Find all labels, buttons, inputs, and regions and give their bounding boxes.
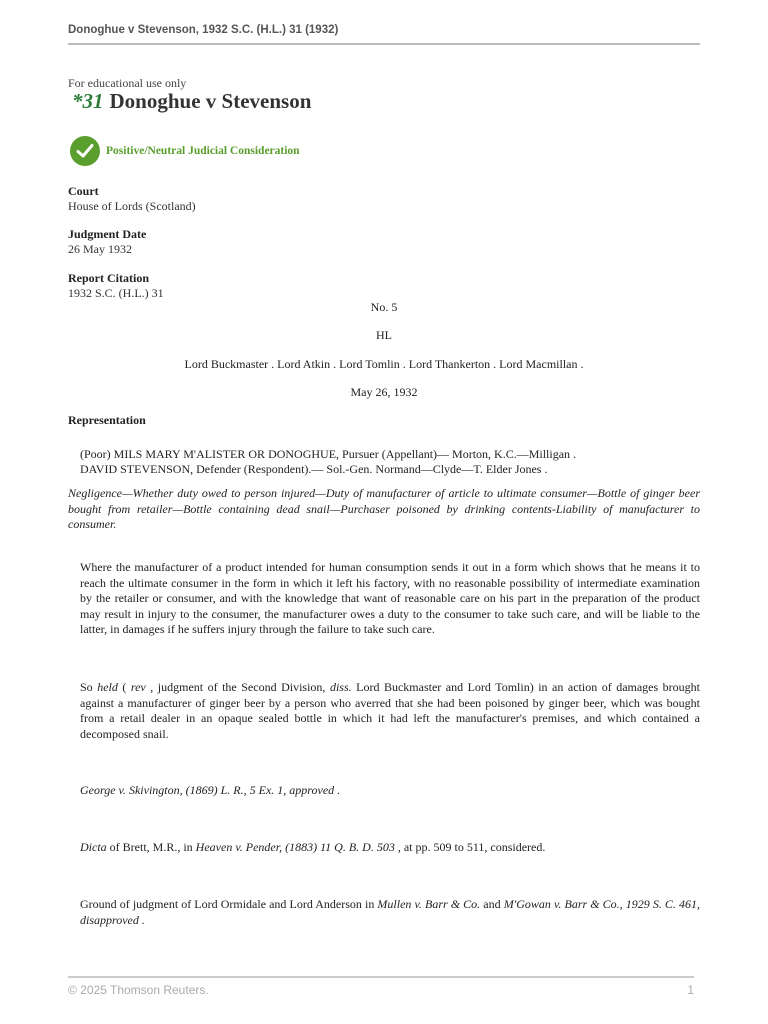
badge-label: Positive/Neutral Judicial Consideration (106, 145, 300, 157)
judicial-consideration-badge[interactable] (70, 136, 300, 166)
page-number: 1 (687, 983, 694, 997)
page-marker: *31 (72, 89, 104, 113)
text-run: and (480, 897, 504, 911)
headnote-held (80, 680, 700, 742)
meta-key: Judgment Date (68, 227, 147, 241)
meta-judgment-date (68, 227, 146, 257)
meta-value: 26 May 1932 (68, 242, 132, 256)
case-name: Donoghue v Stevenson (109, 89, 312, 113)
text-run: diss. (329, 680, 352, 694)
decision-date: May 26, 1932 (350, 385, 418, 399)
text-run: of Brett, M.R., in (106, 840, 196, 854)
educational-notice: For educational use only (68, 76, 187, 90)
text-run: Dicta (80, 840, 107, 854)
court-abbreviation: HL (376, 328, 392, 342)
check-circle-icon (70, 136, 100, 166)
representation-line: DAVID STEVENSON, Defender (Respondent).— Sol.-Gen. Normand—Clyde—T. Elder Jones . (80, 462, 548, 476)
case-reference-dicta (80, 840, 700, 856)
text-run: Ground of judgment of Lord Ormidale and Lord Anderson in (80, 897, 378, 911)
text-run: ( (117, 680, 131, 694)
case-title (72, 89, 311, 114)
running-header: Donoghue v Stevenson, 1932 S.C. (H.L.) 31 (1932) (68, 24, 700, 45)
text-run: Mullen v. Barr & Co. (377, 897, 481, 911)
case-number: No. 5 (370, 300, 398, 314)
text-run: M'Gowan v. Barr & Co., 1929 S. C. 461, disapproved . (80, 897, 701, 927)
text-run: held (97, 680, 118, 694)
text-run: So (80, 680, 98, 694)
meta-court (68, 184, 196, 214)
representation-line: (Poor) MILS MARY M'ALISTER OR DONOGHUE, Pursuer (Appellant)— Morton, K.C.—Milligan . (80, 447, 577, 461)
meta-key: Court (68, 184, 99, 198)
representation-heading: Representation (68, 413, 146, 427)
text-run: Lord Buckmaster and Lord Tomlin) in an action of damages brought against a manufacturer of ginger beer by a person who averred that she had been poisoned by ginger beer, which was bought from a retail dealer in an opaque sealed bottle in which it had left the manufacturer's premises, and which contained a decomposed snail. (80, 680, 701, 741)
rubric: Negligence—Whether duty owed to person injured—Duty of manufacturer of article to ultimate consumer—Bottle of ginger beer bought from retailer—Bottle containing dead snail—Purchaser poisoned by drinking contents-Liability of manufacturer to consumer. (68, 486, 700, 531)
text-run: Heaven v. Pender, (1883) 11 Q. B. D. 503 (195, 840, 395, 854)
judges-list: Lord Buckmaster . Lord Atkin . Lord Tomlin . Lord Thankerton . Lord Macmillan . (184, 357, 584, 371)
meta-report-citation (68, 271, 164, 301)
meta-key: Report Citation (68, 271, 149, 285)
case-reference-george: George v. Skivington, (1869) L. R., 5 Ex. 1, approved . (80, 783, 341, 797)
meta-value: House of Lords (Scotland) (68, 199, 196, 213)
page-footer (68, 976, 694, 997)
copyright: © 2025 Thomson Reuters. (68, 983, 209, 997)
text-run: rev (130, 680, 146, 694)
case-reference-ground (80, 897, 700, 928)
text-run: , at pp. 509 to 511, considered. (394, 840, 546, 854)
text-run: , judgment of the Second Division, (145, 680, 330, 694)
meta-value: 1932 S.C. (H.L.) 31 (68, 286, 164, 300)
headnote-principle: Where the manufacturer of a product intended for human consumption sends it out in a form which shows that he means it to reach the ultimate consumer in the form in which it left his factory, with no reasonable possibility of intermediate examination by the retailer or consumer, and with the knowledge that want of reasonable care on his part in the preparation of the product may result in injury to the consumer, the manufacturer owes a duty to the consumer to take such care, and will be liable to the latter, in damages if he suffers injury through the failure to take such care. (80, 560, 700, 636)
